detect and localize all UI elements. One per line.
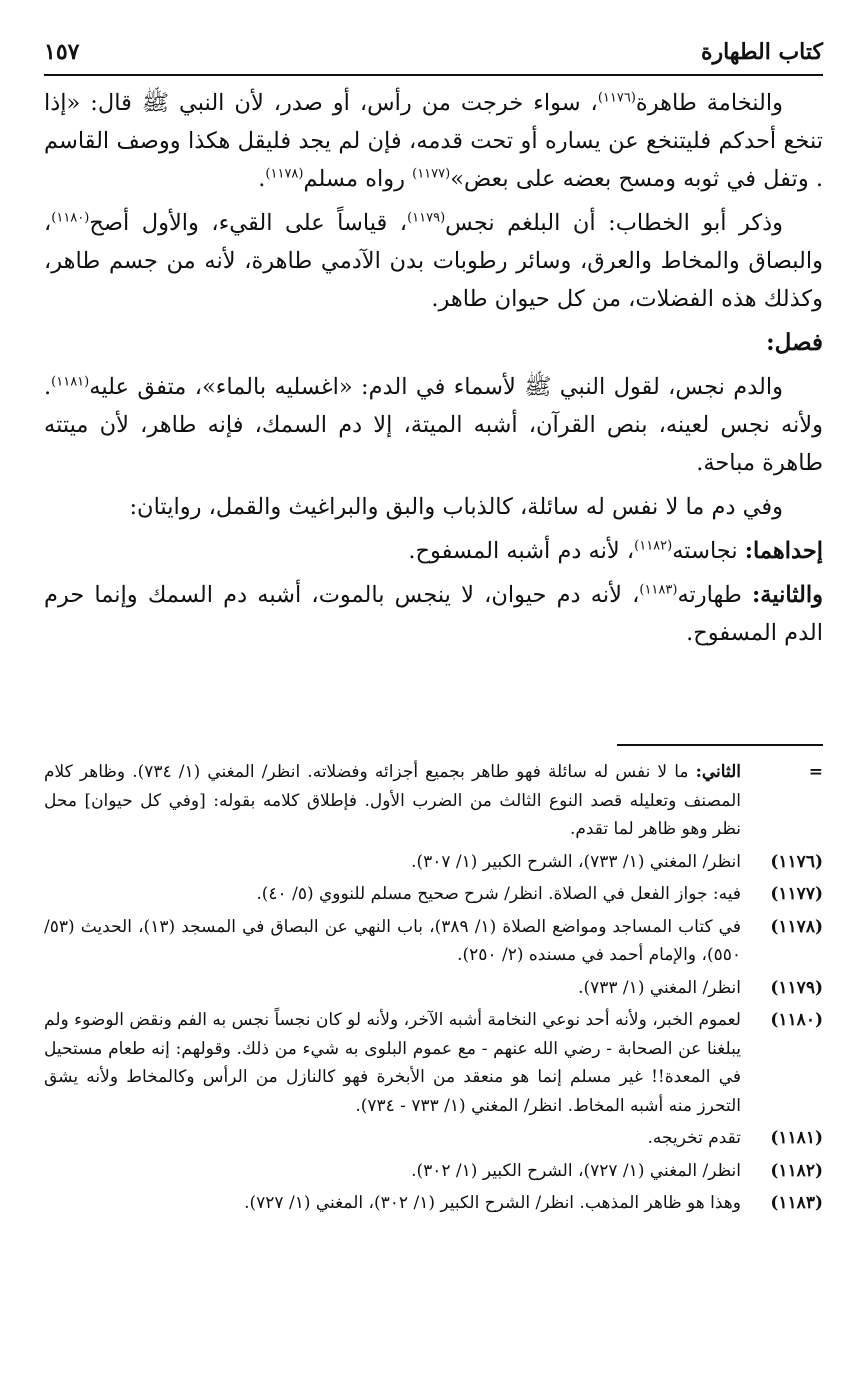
footnote-text: [44, 758, 741, 844]
footnote-text: وهذا هو ظاهر المذهب. انظر/ الشرح الكبير (١/ ٣٠٢)، المغني (١/ ٧٢٧).: [244, 1193, 741, 1213]
footnote-text: فيه: جواز الفعل في الصلاة. انظر/ شرح صحيح مسلم للنووي (٥/ ٤٠).: [256, 884, 741, 904]
footnote-number: (١١٧٨): [770, 916, 823, 937]
footnote-ref: (١١٨٠): [51, 210, 90, 226]
footnote-number: (١١٨٣): [770, 1193, 823, 1213]
main-text: [44, 84, 823, 658]
footnote-item: [44, 1157, 823, 1186]
footnote-number: (١١٨٠): [770, 1010, 823, 1030]
footnote-ref: (١١٨١): [51, 374, 90, 390]
text-span: ، سواء خرجت من رأس، أو صدر، لأن النبي ﷺ قال: «إذا تنخع أحدكم فليتنخع عن يساره أو تحت قدمه، فإن لم يجد فليقل هكذا ووصف القاسم . وتفل في ثوبه ومسح بعضه على بعض»: [44, 90, 823, 192]
text-span: . ولأنه نجس لعينه، بنص القرآن، أشبه الميتة، إلا دم السمك، فإنه طاهر، لأن ميتته طاهرة مباحة.: [44, 374, 823, 476]
text-span: .: [258, 166, 266, 192]
footnote-ref: (١١٧٨): [265, 166, 304, 182]
footnote-text: انظر/ المغني (١/ ٧٣٣).: [578, 977, 741, 998]
text-span: نجاسته: [672, 538, 745, 564]
text-span: والدم نجس، لقول النبي ﷺ لأسماء في الدم: «اغسليه بالماء»، متفق عليه: [89, 374, 783, 400]
paragraph-first-narration: [44, 532, 823, 570]
text-span: ، والبصاق والمخاط والعرق، وسائر رطوبات بدن الآدمي طاهرة، لأنه من جسم طاهر، وكذلك هذه الفضلات، من كل حيوان طاهر.: [44, 210, 823, 312]
narration-label: والثانية:: [751, 582, 824, 608]
footnote-item: [44, 974, 823, 1003]
footnote-ref: (١١٨٣): [639, 582, 678, 598]
page-header: [44, 30, 823, 76]
footnote-body: ما لا نفس له سائلة فهو طاهر بجميع أجزائه وفضلاته. انظر/ المغني (١/ ٧٣٤). وظاهر كلام المصنف وتعليله قصد النوع الثالث من الضرب الأول. فإطلاق كلامه بقوله: [وفي كل حيوان] محل نظر وهو ظاهر لما تقدم.: [44, 762, 741, 839]
continuation-marker: =: [808, 762, 823, 782]
paragraph-two-narrations: وفي دم ما لا نفس له سائلة، كالذباب والبق والبراغيث والقمل، روايتان:: [129, 494, 783, 520]
footnote-separator: [617, 744, 823, 746]
section-heading: فصل:: [766, 329, 823, 356]
running-title: كتاب الطهارة: [700, 39, 823, 65]
text-span: ، لأنه دم أشبه المسفوح.: [408, 538, 635, 564]
footnote-number: (١١٧٩): [770, 977, 823, 998]
footnote-bold-label: الثاني:: [695, 762, 741, 782]
page-number: ١٥٧: [44, 39, 80, 65]
footnote-number: (١١٧٧): [770, 884, 823, 904]
footnote-ref: (١١٨٢): [634, 538, 673, 554]
footnote-item: [44, 913, 823, 970]
footnote-ref: (١١٧٦): [597, 90, 636, 106]
footnote-number: (١١٧٦): [770, 851, 823, 872]
footnote-ref: (١١٧٧): [412, 166, 451, 182]
text-span: طهارته: [677, 582, 752, 608]
footnote-item: [44, 848, 823, 877]
footnote-text: انظر/ المغني (١/ ٧٢٧)، الشرح الكبير (١/ ٣٠٢).: [411, 1160, 741, 1181]
footnote-ref: (١١٧٩): [407, 210, 446, 226]
footnote-item: [44, 1124, 823, 1153]
footnote-number: (١١٨١): [770, 1128, 823, 1148]
text-span: رواه مسلم: [303, 166, 413, 192]
footnote-number: (١١٨٢): [770, 1160, 823, 1181]
footnote-item: [44, 1189, 823, 1218]
footnote-continued: [44, 758, 823, 844]
text-span: وذكر أبو الخطاب: أن البلغم نجس: [445, 210, 783, 236]
paragraph-nukhama: [44, 84, 823, 198]
text-span: والنخامة طاهرة: [635, 90, 783, 116]
footnote-item: [44, 1006, 823, 1120]
footnotes-section: [44, 758, 823, 1222]
footnote-item: [44, 880, 823, 909]
paragraph-balgham: [44, 204, 823, 318]
footnote-text: في كتاب المساجد ومواضع الصلاة (١/ ٣٨٩)، باب النهي عن البصاق في المسجد (١٣)، الحديث (٥٣/ ٥٥٠)، والإمام أحمد في مسنده (٢/ ٢٥٠).: [44, 916, 741, 965]
paragraph-second-narration: [44, 576, 823, 652]
paragraph-blood: [44, 368, 823, 482]
text-span: ، لأنه دم حيوان، لا ينجس بالموت، أشبه دم السمك وإنما حرم الدم المسفوح.: [44, 582, 823, 646]
footnote-text: تقدم تخريجه.: [647, 1128, 741, 1148]
text-span: ، قياساً على القيء، والأول أصح: [89, 210, 408, 236]
footnote-text: انظر/ المغني (١/ ٧٣٣)، الشرح الكبير (١/ ٣٠٧).: [411, 851, 741, 872]
narration-label: إحداهما:: [744, 538, 823, 564]
footnote-text: لعموم الخبر، ولأنه أحد نوعي النخامة أشبه الآخر، ولأنه لو كان نجساً نجس به الفم ونقض الوضوء ولم يبلغنا عن الصحابة - رضي الله عنهم - مع عموم البلوى به شيء من ذلك. وقولهم: إنه طعام مستحيل في المعدة!! غير مسلم إنما هو منعقد من الأبخرة فهو كالنازل من الرأس وكالمخاط ولأنه يشق التحرز منه أشبه المخاط. انظر/ المغني (١/ ٧٣٣ - ٧٣٤).: [44, 1010, 741, 1116]
